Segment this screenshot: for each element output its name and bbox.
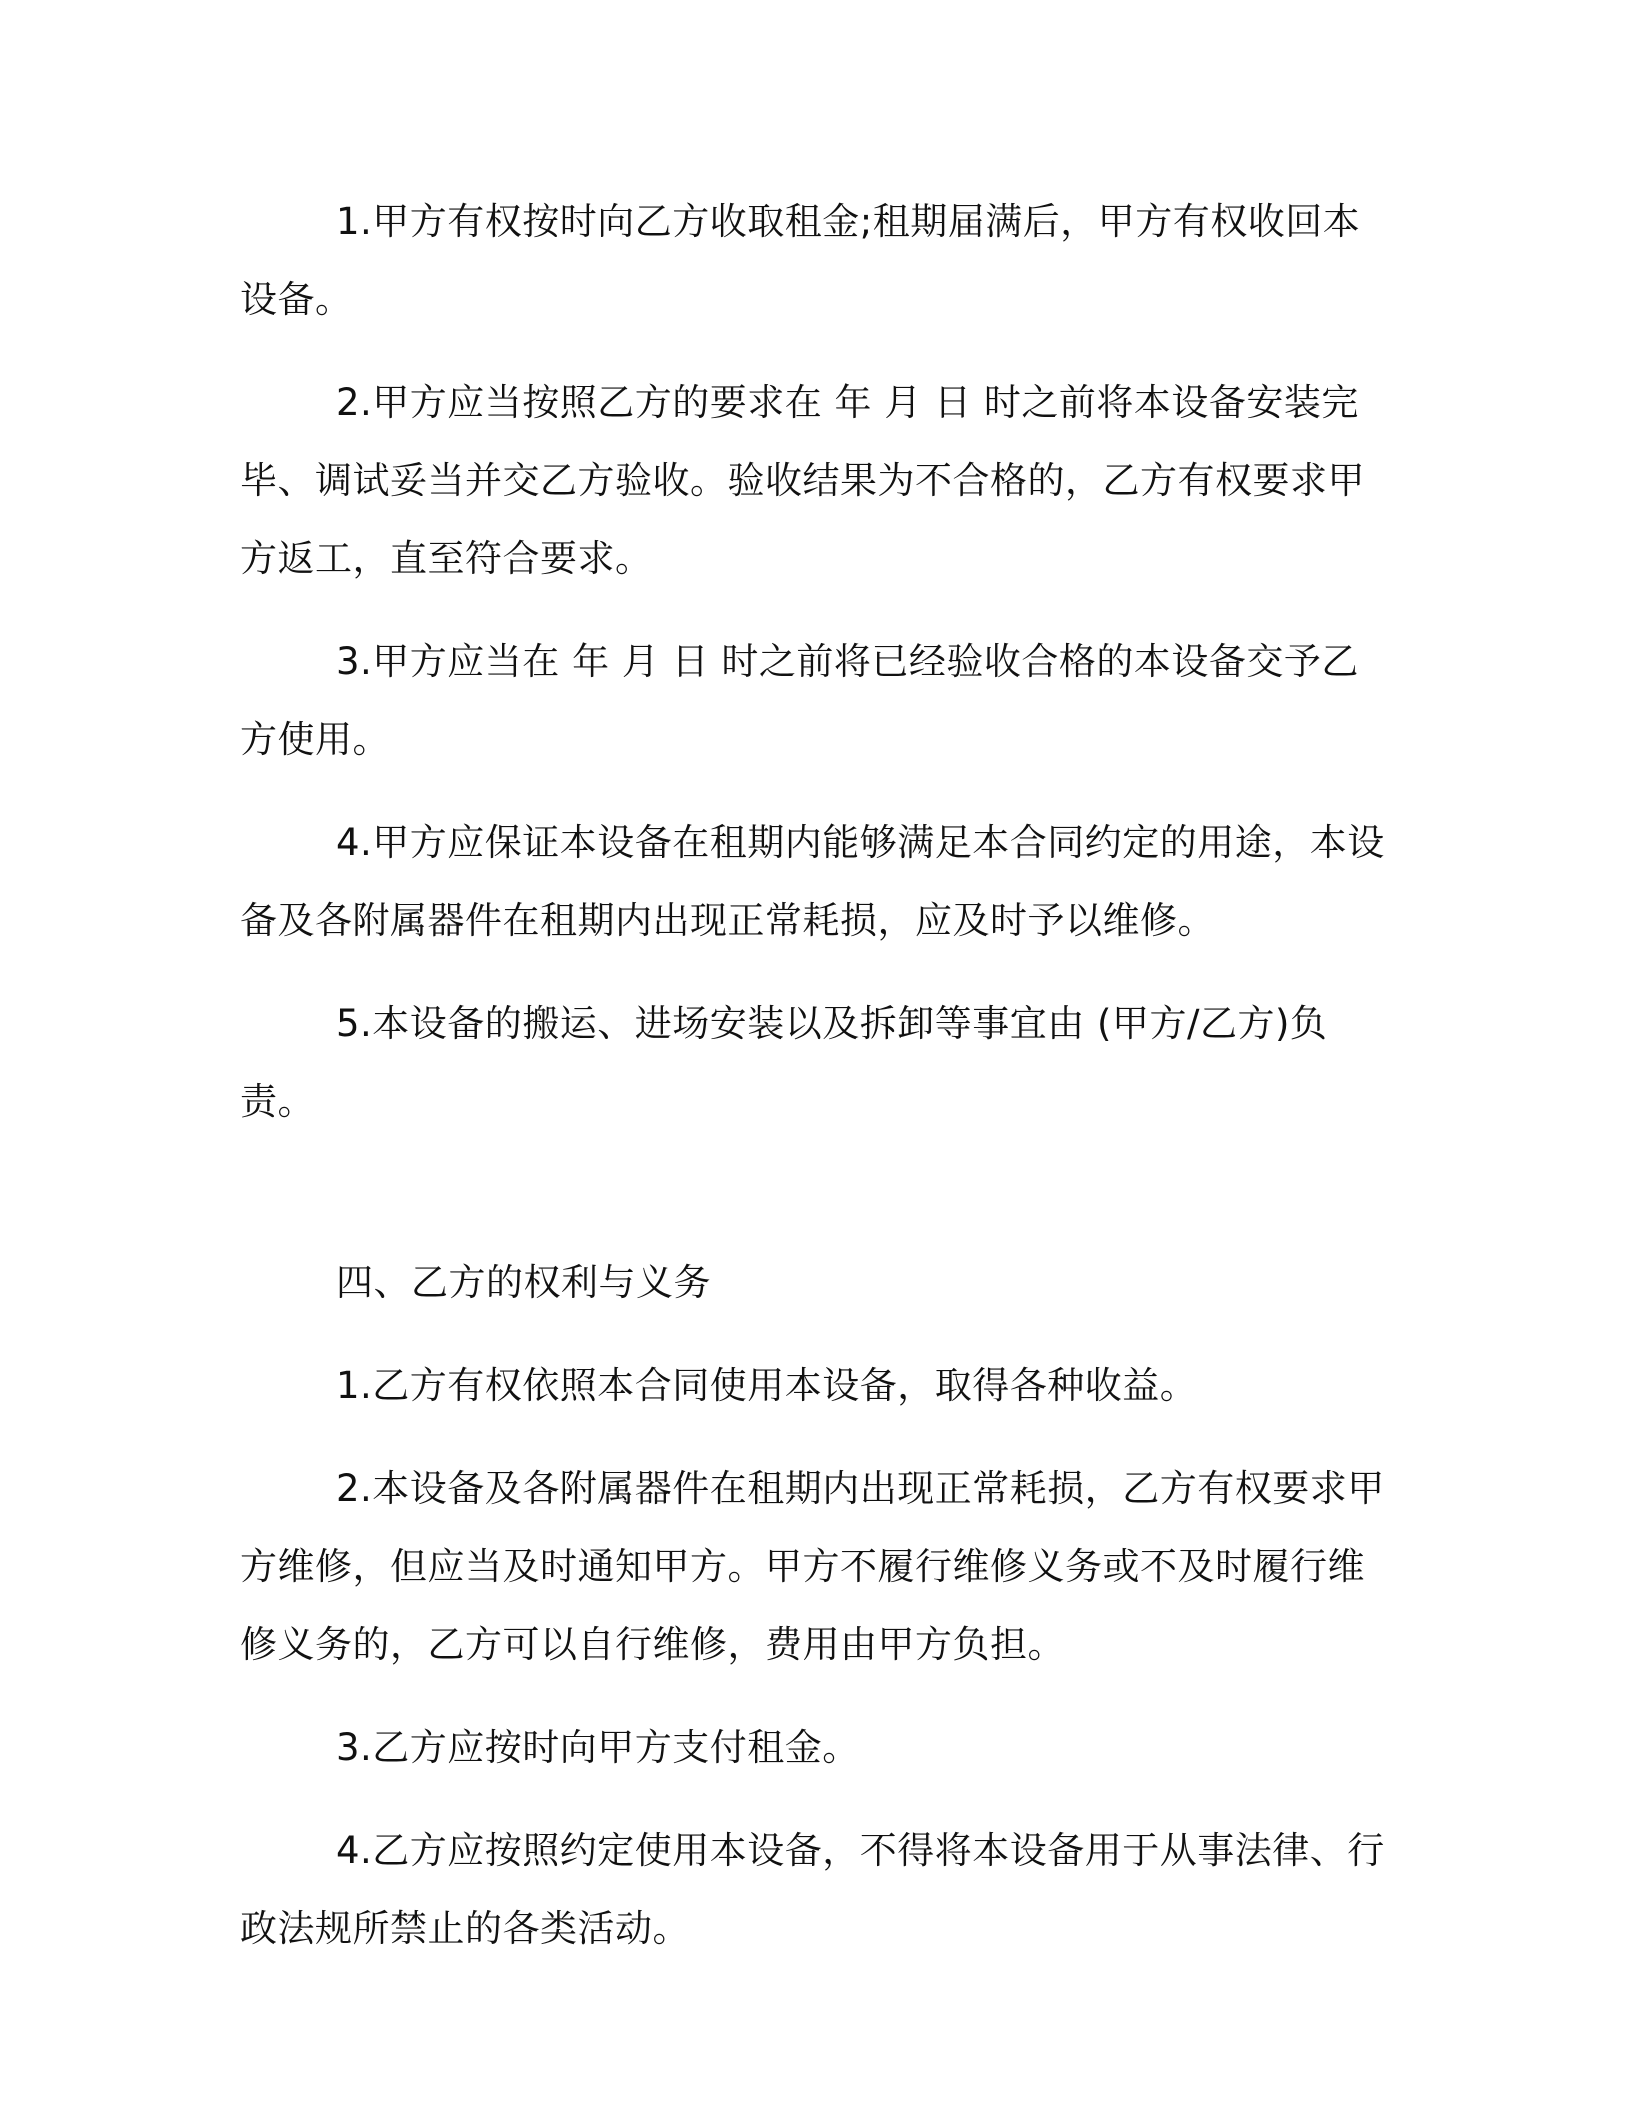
lessor-right-1: 1.甲方有权按时向乙方收取租金;租期届满后，甲方有权收回本设备。	[240, 200, 1361, 321]
document-body	[240, 183, 1390, 1993]
lessee-duty-4: 4.乙方应按照约定使用本设备，不得将本设备用于从事法律、行政法规所禁止的各类活动。	[240, 1829, 1385, 1950]
section-spacer	[240, 1166, 1390, 1244]
lessee-right-2: 2.本设备及各附属器件在租期内出现正常耗损，乙方有权要求甲方维修，但应当及时通知甲方。甲方不履行维修义务或不及时履行维修义务的，乙方可以自行维修，费用由甲方负担。	[240, 1467, 1385, 1666]
lessee-duty-3: 3.乙方应按时向甲方支付租金。	[336, 1726, 860, 1769]
lessor-duty-3: 3.甲方应当在 年 月 日 时之前将已经验收合格的本设备交予乙方使用。	[240, 640, 1359, 761]
lessor-duty-2: 2.甲方应当按照乙方的要求在 年 月 日 时之前将本设备安装完毕、调试妥当并交乙方验收。验收结果为不合格的，乙方有权要求甲方返工，直至符合要求。	[240, 381, 1365, 580]
lessee-right-1: 1.乙方有权依照本合同使用本设备，取得各种收益。	[336, 1364, 1198, 1407]
lessor-duty-4: 4.甲方应保证本设备在租期内能够满足本合同约定的用途，本设备及各附属器件在租期内出现正常耗损，应及时予以维修。	[240, 821, 1385, 942]
lessor-duty-5: 5.本设备的搬运、进场安装以及拆卸等事宜由 (甲方/乙方)负责。	[240, 1002, 1328, 1123]
section-4-heading: 四、乙方的权利与义务	[336, 1261, 711, 1304]
